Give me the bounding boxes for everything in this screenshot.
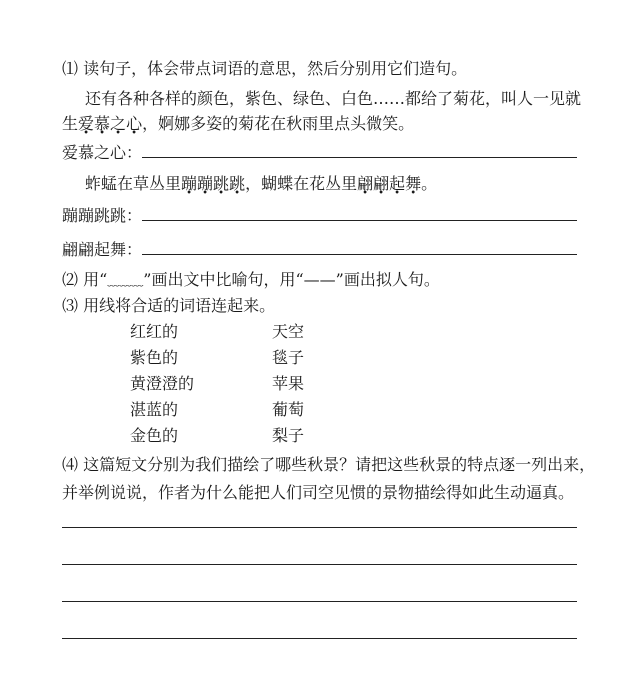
q3-left-item[interactable]: 红红的 — [130, 322, 179, 341]
q2-pre: ⑵ 用“ — [62, 270, 108, 289]
q3-left-item[interactable]: 湛蓝的 — [130, 400, 179, 419]
q3-right-item[interactable]: 梨子 — [272, 426, 305, 445]
q4-line2: 并举例说说，作者为什么能把人们司空见惯的景物描绘得如此生动逼真。 — [62, 483, 575, 502]
dotted-char: 跳 — [229, 174, 246, 193]
blank3-label: 翩翩起舞： — [62, 240, 143, 259]
dotted-char: 舞 — [405, 174, 422, 193]
q4-answer-line[interactable] — [62, 638, 577, 639]
q4-answer-line[interactable] — [62, 564, 577, 565]
dotted-char: 慕 — [94, 114, 111, 133]
dotted-char: 起 — [389, 174, 406, 193]
dotted-char: 爱 — [78, 114, 95, 133]
q3-left-item[interactable]: 黄澄澄的 — [130, 374, 195, 393]
q4-answer-line[interactable] — [62, 527, 577, 528]
q4-line1: ⑷ 这篇短文分别为我们描绘了哪些秋景？请把这些秋景的特点逐一列出来， — [62, 455, 596, 474]
dotted-char: 翩 — [357, 174, 374, 193]
sentence2-pre: 蚱蜢在草丛里 — [85, 174, 182, 193]
q2-mid: ”画出文中比喻句，用“——”画出拟人句。 — [143, 270, 440, 289]
dotted-char: 翩 — [373, 174, 390, 193]
q3-left-item[interactable]: 金色的 — [130, 426, 179, 445]
dotted-char: 蹦 — [181, 174, 198, 193]
blank1-answer-line[interactable] — [142, 157, 577, 158]
q1-sentence2 — [85, 174, 437, 194]
blank2-answer-line[interactable] — [142, 220, 577, 221]
dotted-char: 之 — [110, 114, 127, 133]
sentence1-pre: 生 — [62, 114, 79, 133]
dotted-char: 蹦 — [197, 174, 214, 193]
q3-instruction: ⑶ 用线将合适的词语连起来。 — [62, 296, 276, 315]
q3-right-item[interactable]: 毯子 — [272, 348, 305, 367]
q3-right-item[interactable]: 葡萄 — [272, 400, 305, 419]
sentence1-post: ，婀娜多姿的菊花在秋雨里点头微笑。 — [142, 114, 415, 133]
sentence2-mid: ，蝴蝶在花丛里 — [245, 174, 358, 193]
q3-right-item[interactable]: 苹果 — [272, 374, 305, 393]
q3-left-item[interactable]: 紫色的 — [130, 348, 179, 367]
dotted-char: 心 — [126, 114, 143, 133]
blank1-label: 爱慕之心： — [62, 143, 143, 162]
dotted-char: 跳 — [213, 174, 230, 193]
q1-sentence1-line1: 还有各种各样的颜色，紫色、绿色、白色……都给了菊花，叫人一见就 — [85, 89, 582, 108]
q2-instruction — [62, 270, 440, 291]
q3-right-item[interactable]: 天空 — [272, 322, 305, 341]
sentence2-post: 。 — [421, 174, 438, 193]
q4-answer-line[interactable] — [62, 601, 577, 602]
q1-sentence1-line2 — [62, 114, 414, 134]
blank2-label: 蹦蹦跳跳： — [62, 206, 143, 225]
q1-instruction: ⑴ 读句子，体会带点词语的意思，然后分别用它们造句。 — [62, 59, 468, 78]
wavy-line-sample: ﹏﹏﹏ — [107, 274, 144, 288]
blank3-answer-line[interactable] — [142, 254, 577, 255]
